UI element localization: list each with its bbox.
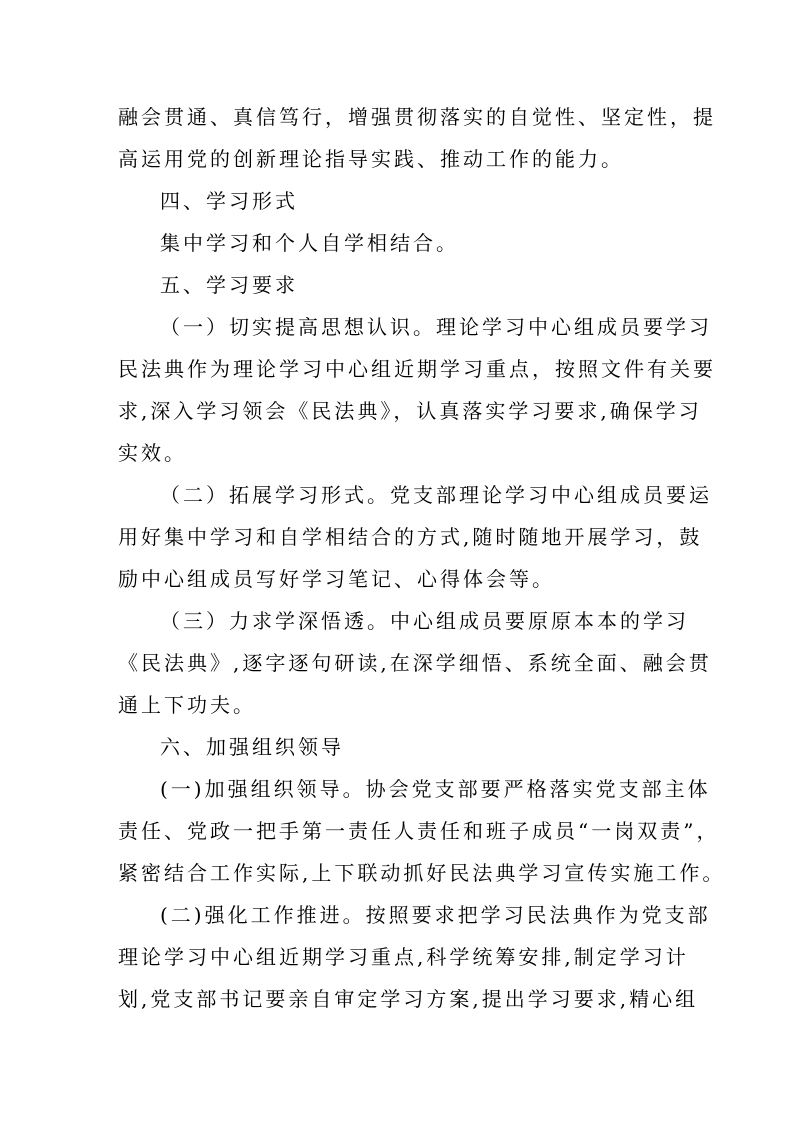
body-text-line: 通上下功夫。 (118, 693, 256, 717)
section-heading: 六、加强组织领导 (160, 735, 344, 759)
body-text-line: 理论学习中心组近期学习重点,科学统筹安排,制定学习计 (118, 945, 689, 969)
body-text-line: 高运用党的创新理论指导实践、推动工作的能力。 (118, 147, 624, 171)
body-text-line: （一）切实提高思想认识。理论学习中心组成员要学习 (160, 315, 712, 339)
body-text-line: (二)强化工作推进。按照要求把学习民法典作为党支部 (160, 903, 711, 927)
body-text-line: 实效。 (118, 441, 187, 465)
body-text-line: 《民法典》,逐字逐句研读,在深学细悟、系统全面、融会贯 (118, 651, 712, 675)
body-text-line: 责任、党政一把手第一责任人责任和班子成员“一岗双责”， (118, 819, 720, 843)
body-text-line: （二）拓展学习形式。党支部理论学习中心组成员要运 (160, 483, 712, 507)
body-text-line: (一)加强组织领导。协会党支部要严格落实党支部主体 (160, 777, 711, 801)
section-heading: 五、学习要求 (160, 273, 298, 297)
body-text-line: 集中学习和个人自学相结合。 (160, 231, 459, 255)
body-text-line: 划,党支部书记要亲自审定学习方案,提出学习要求,精心组 (118, 987, 699, 1011)
body-text-line: 求,深入学习领会《民法典》，认真落实学习要求,确保学习 (118, 399, 702, 423)
body-text-line: 民法典作为理论学习中心组近期学习重点，按照文件有关要 (118, 357, 716, 381)
body-text-line: 紧密结合工作实际,上下联动抓好民法典学习宣传实施工作。 (118, 861, 726, 885)
section-heading: 四、学习形式 (160, 189, 298, 213)
body-text-line: 融会贯通、真信笃行，增强贯彻落实的自觉性、坚定性，提 (118, 105, 716, 129)
body-text-line: 用好集中学习和自学相结合的方式,随时随地开展学习，鼓 (118, 525, 703, 549)
body-text-line: （三）力求学深悟透。中心组成员要原原本本的学习 (160, 609, 689, 633)
body-text-line: 励中心组成员写好学习笔记、心得体会等。 (118, 567, 555, 591)
